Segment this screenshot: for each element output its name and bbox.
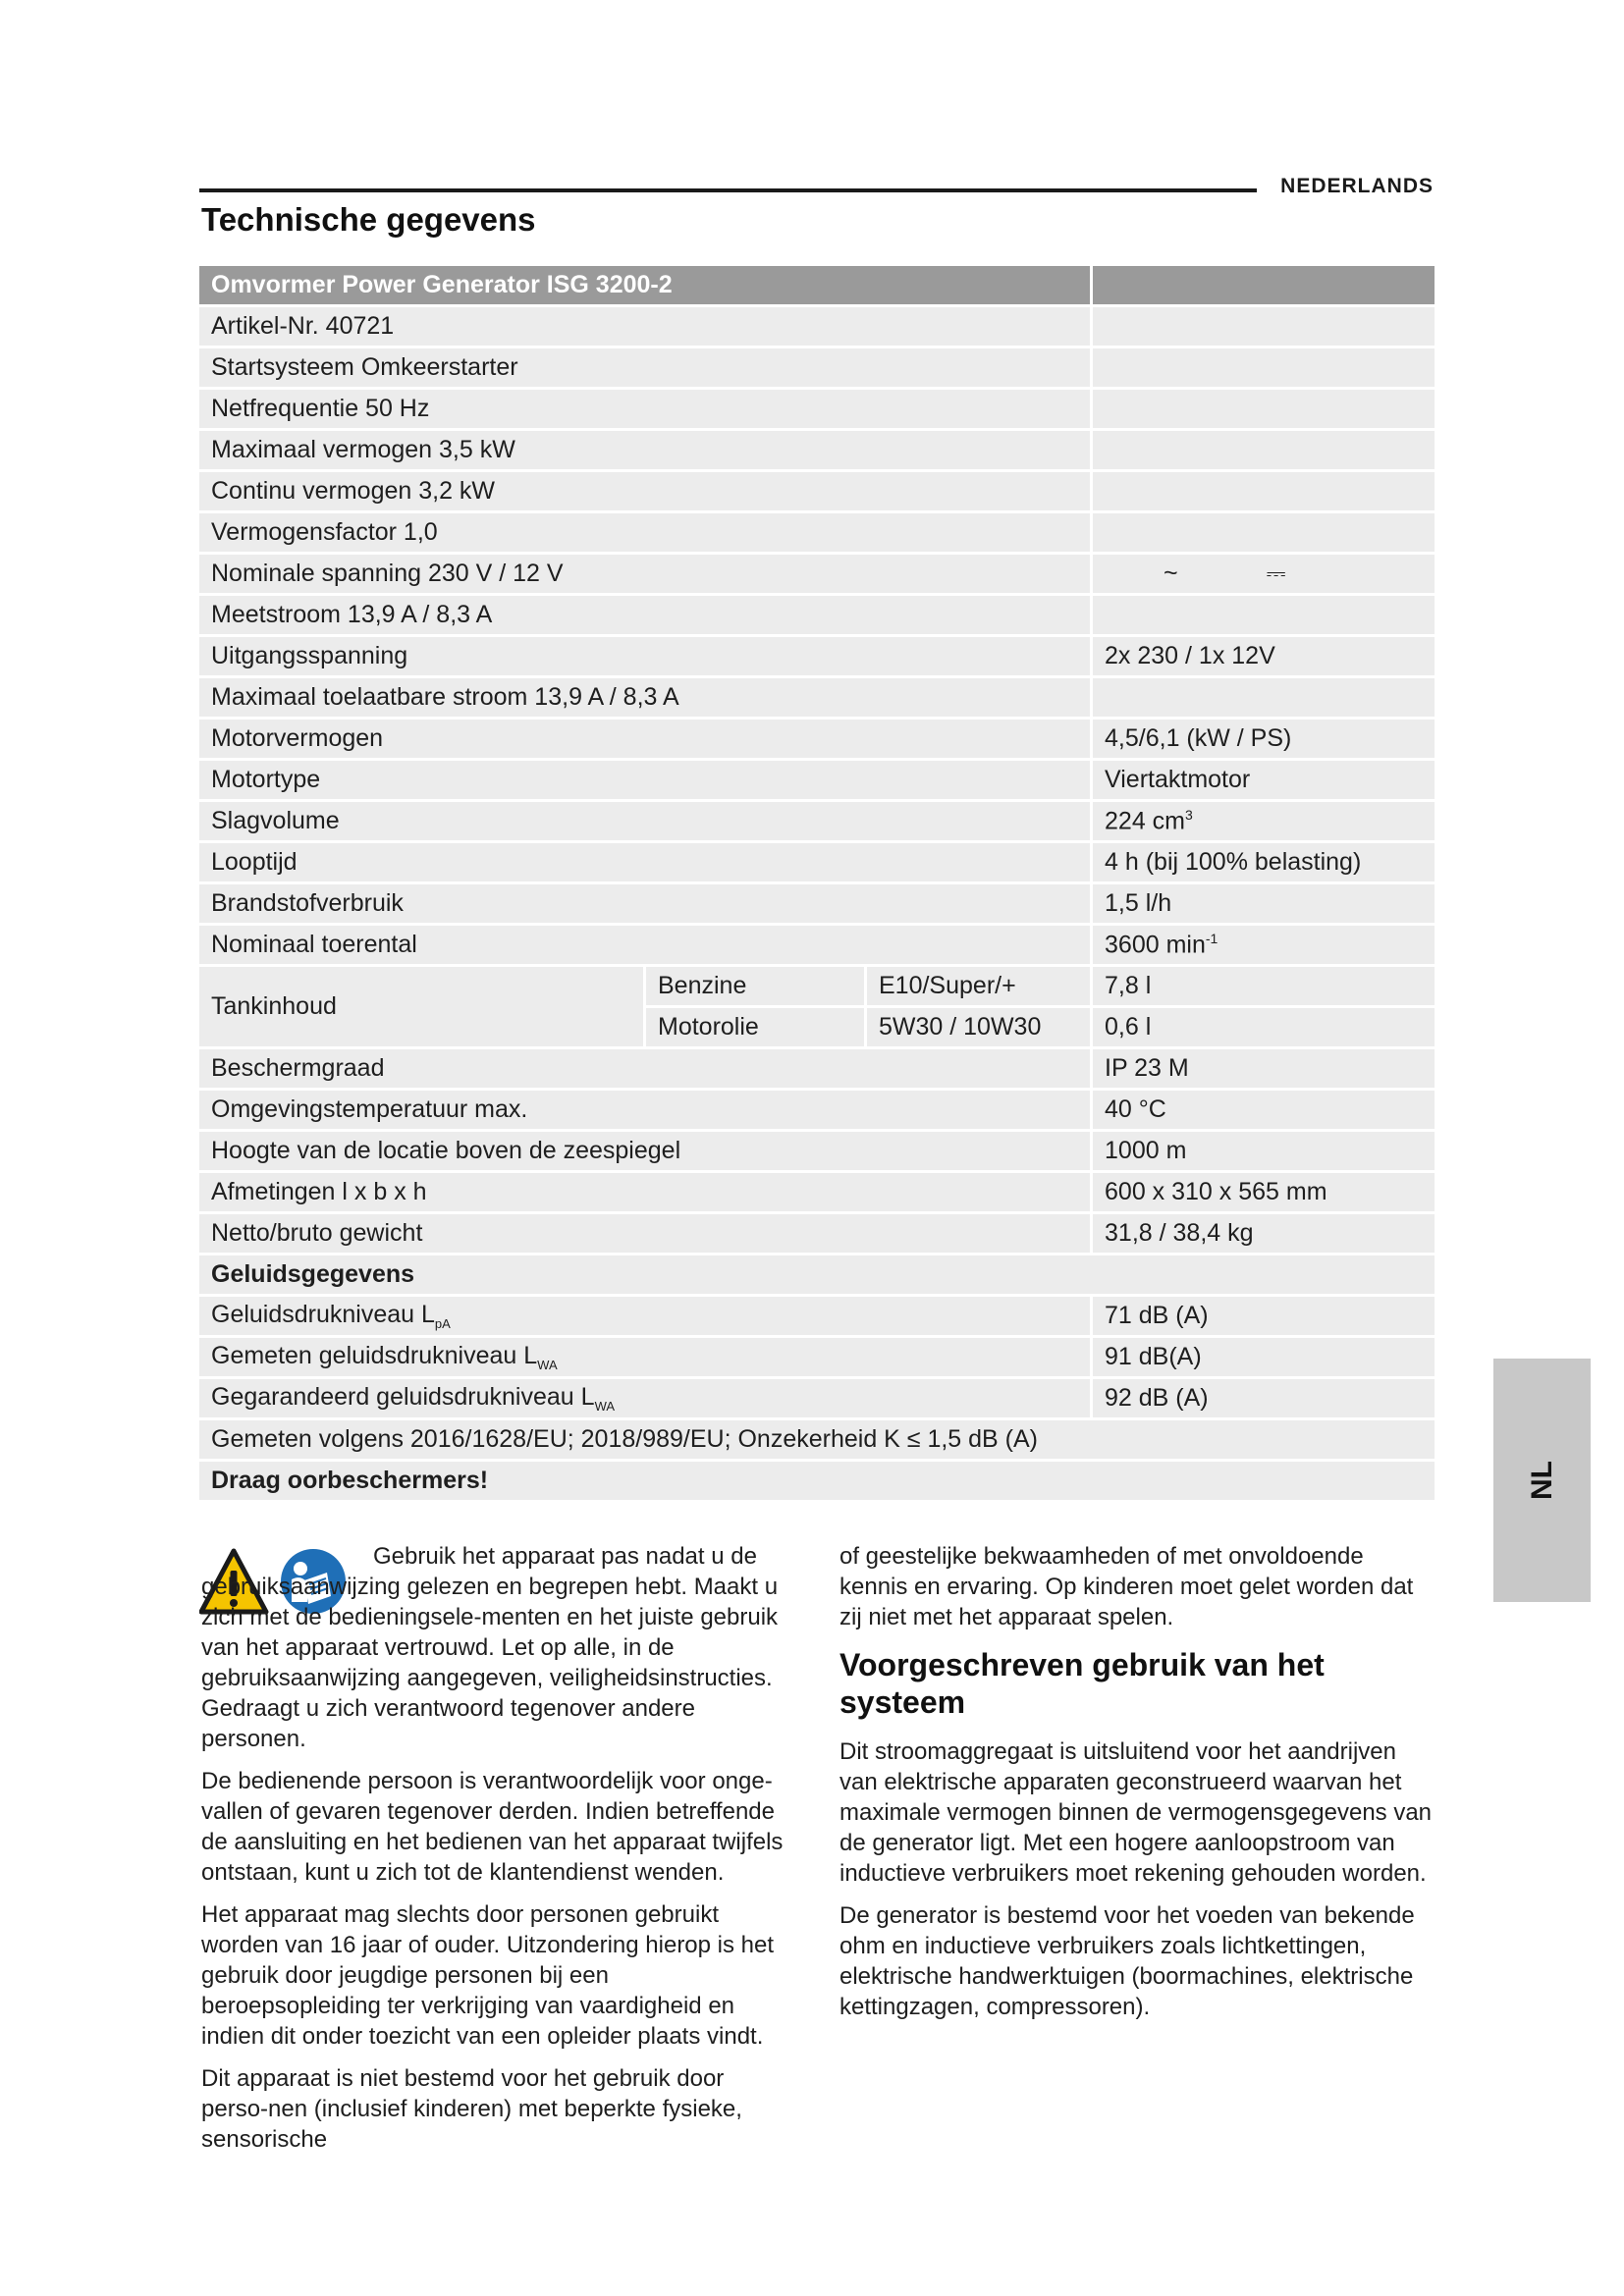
- spec-table-header: [199, 266, 1435, 307]
- spec-table: [199, 266, 1435, 1503]
- left-column: [201, 1541, 790, 2166]
- table-row: Artikel-Nr. 40721: [199, 307, 1435, 348]
- header-rule: [199, 188, 1257, 192]
- direct-current-icon: ⎓: [1266, 560, 1286, 587]
- table-row: Afmetingen l x b x h 600 x 310 x 565 mm: [199, 1173, 1435, 1214]
- table-row: Vermogensfactor 1,0: [199, 513, 1435, 555]
- paragraph: of geestelijke bekwaamheden of met onvoldoende kennis en ervaring. Op kinderen moet gelet worden dat zij niet met het apparaat spelen.: [839, 1543, 1414, 1630]
- table-row: Meetstroom 13,9 A / 8,3 A: [199, 596, 1435, 637]
- table-row: Hoogte van de locatie boven de zeespiegel 1000 m: [199, 1132, 1435, 1173]
- tank-label: Tankinhoud: [199, 967, 646, 1049]
- right-column: [839, 1541, 1434, 2034]
- table-row: Maximaal vermogen 3,5 kW: [199, 431, 1435, 472]
- table-row: Nominaal toerental 3600 $\min^{-1}$: [199, 926, 1435, 967]
- table-row: Startsysteem Omkeerstarter: [199, 348, 1435, 390]
- table-row: Gegarandeerd geluidsdrukniveau $L_{WA}$ 92 dB (A): [199, 1379, 1435, 1420]
- paragraph: Gebruik het apparaat pas nadat u de gebruiksaanwijzing gelezen en begrepen hebt. Maakt u zich met de bedieningsele-menten en het juiste gebruik van het apparaat vertrouwd. Let op alle, in de gebruiksaanwijzing aangegeven, veiligheidsinstructies. Gedraagt u zich verantwoord tegenover andere personen.: [201, 1543, 779, 1752]
- paragraph: Dit apparaat is niet bestemd voor het gebruik door perso-nen (inclusief kinderen) met beperkte fysieke, sensorische: [201, 2065, 742, 2153]
- spec-table-heading: Omvormer Power Generator ISG 3200-2: [199, 266, 1093, 307]
- table-row: Looptijd 4 h (bij 100% belasting): [199, 843, 1435, 884]
- table-row: Maximaal toelaatbare stroom 13,9 A / 8,3 A: [199, 678, 1435, 720]
- table-row: Motortype Viertaktmotor: [199, 761, 1435, 802]
- language-label: NEDERLANDS: [1280, 175, 1434, 197]
- table-row: Beschermgraad IP 23 M: [199, 1049, 1435, 1091]
- table-row: Geluidsdrukniveau $L_{pA}$ 71 dB (A): [199, 1297, 1435, 1338]
- table-row: Omgevingstemperatuur max. 40 °C: [199, 1091, 1435, 1132]
- alternating-current-icon: ~: [1164, 560, 1178, 587]
- sound-heading-row: Geluidsgegevens: [199, 1255, 1435, 1297]
- table-row: Gemeten geluidsdrukniveau $L_{WA}$ 91 dB(A): [199, 1338, 1435, 1379]
- table-row: Nominale spanning 230 V / 12 V ~ ⎓: [199, 555, 1435, 596]
- table-row: Motorolie 5W30 / 10W30 0,6 l: [199, 1008, 1435, 1049]
- ear-protection-row: Draag oorbeschermers!: [199, 1462, 1435, 1503]
- paragraph: Dit stroomaggregaat is uitsluitend voor het aandrijven van elektrische apparaten geconstrueerd waarvan het maximale vermogen binnen de vermogensgegevens van de generator ligt. Met een hogere aanloopstroom van inductieve verbruikers moet rekening gehouden worden.: [839, 1738, 1433, 1887]
- table-row: Uitgangsspanning 2x 230 / 1x 12V: [199, 637, 1435, 678]
- table-row: Slagvolume 224 $cm^3$: [199, 802, 1435, 843]
- table-row: Brandstofverbruik 1,5 l/h: [199, 884, 1435, 926]
- table-row: Continu vermogen 3,2 kW: [199, 472, 1435, 513]
- table-row: Tankinhoud Benzine E10/Super/+ 7,8 l: [199, 967, 1435, 1008]
- section-heading: Voorgeschreven gebruik van het systeem: [839, 1647, 1325, 1720]
- side-tab-label: NL: [1525, 1461, 1558, 1500]
- language-side-tab: [1493, 1359, 1591, 1602]
- table-row: Netto/bruto gewicht 31,8 / 38,4 kg: [199, 1214, 1435, 1255]
- table-row: Motorvermogen 4,5/6,1 (kW / PS): [199, 720, 1435, 761]
- page-title: Technische gegevens: [201, 201, 536, 238]
- paragraph: De bedienende persoon is verantwoordelijk voor onge-vallen of gevaren tegenover derden. Indien betreffende de aansluiting en het bedienen van het apparaat twijfels ontstaan, kunt u zich tot de klantendienst wenden.: [201, 1768, 784, 1886]
- paragraph: Het apparaat mag slechts door personen gebruikt worden van 16 jaar of ouder. Uitzondering hierop is het gebruik door jeugdige personen bij een beroepsopleiding ter verkrijging van vaardigheid en indien dit onder toezicht van een opleider plaats vindt.: [201, 1901, 775, 2050]
- measured-note-row: Gemeten volgens 2016/1628/EU; 2018/989/EU; Onzekerheid K ≤ 1,5 dB (A): [199, 1420, 1435, 1462]
- table-row: Netfrequentie 50 Hz: [199, 390, 1435, 431]
- paragraph: De generator is bestemd voor het voeden van bekende ohm en inductieve verbruikers zoals lichtkettingen, elektrische handwerktuigen (boormachines, elektrische kettingzagen, compressoren).: [839, 1902, 1415, 2020]
